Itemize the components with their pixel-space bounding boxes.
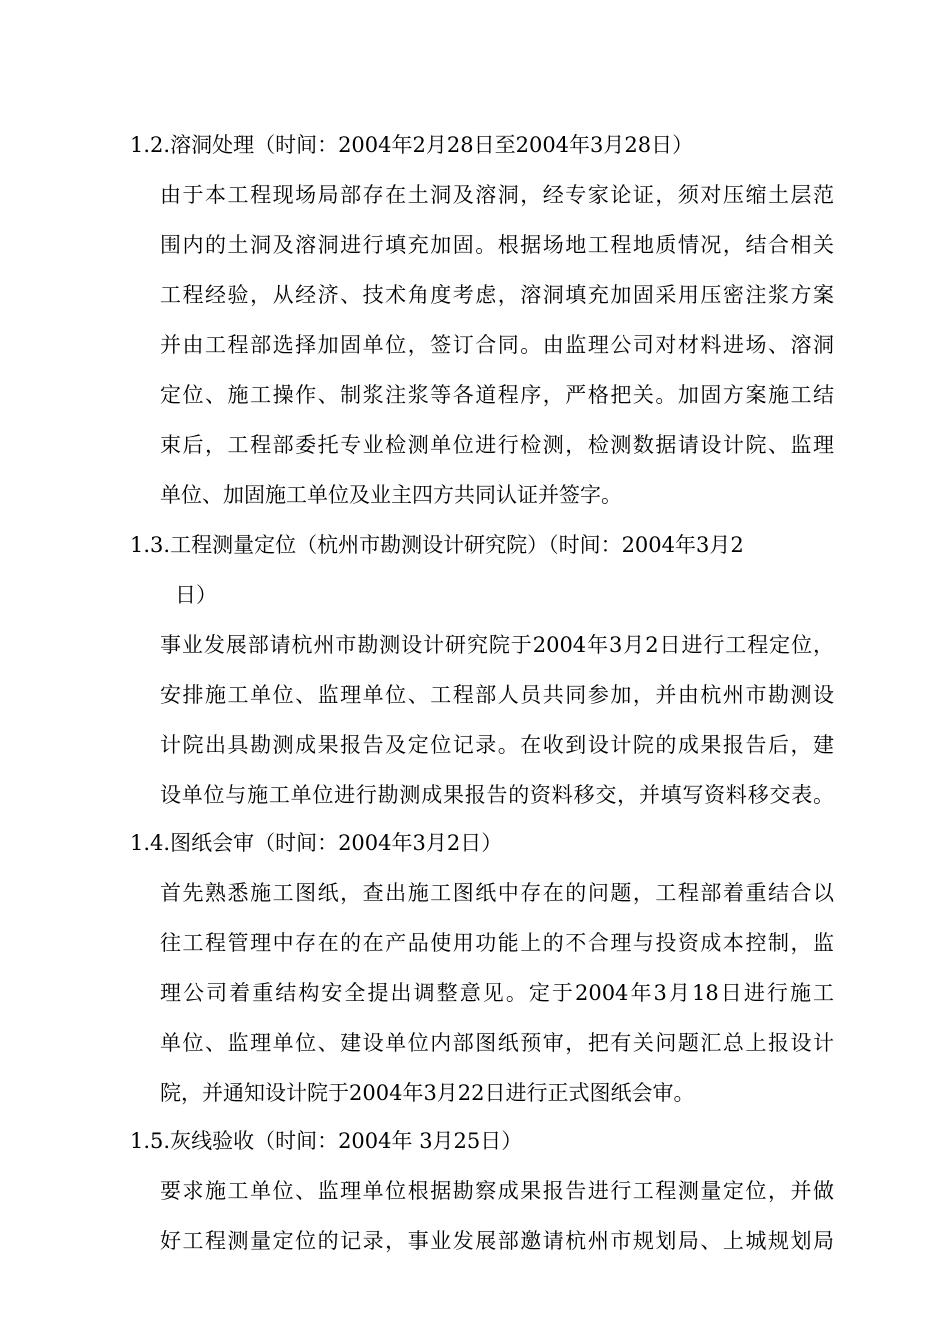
paragraph-line: 并由工程部选择加固单位，签订合同。由监理公司对材料进场、溶洞 (160, 333, 834, 357)
paragraph-line: 围内的土洞及溶洞进行填充加固。根据场地工程地质情况，结合相关 (160, 233, 834, 257)
paragraph-line: 安排施工单位、监理单位、工程部人员共同参加，并由杭州市勘测设 (160, 683, 834, 707)
section-heading-1-3-continued: 日） (175, 583, 217, 607)
paragraph-line: 计院出具勘测成果报告及定位记录。在收到设计院的成果报告后，建 (160, 733, 834, 757)
paragraph-line: 束后，工程部委托专业检测单位进行检测，检测数据请设计院、监理 (160, 433, 834, 457)
paragraph-line: 单位、监理单位、建设单位内部图纸预审，把有关问题汇总上报设计 (160, 1031, 834, 1055)
section-heading-1-3: 1.3.工程测量定位（杭州市勘测设计研究院）（时间：2004年3月2 (130, 533, 744, 557)
section-heading-1-5: 1.5.灰线验收（时间：2004年 3月25日） (130, 1129, 523, 1153)
paragraph-line: 定位、施工操作、制浆注浆等各道程序，严格把关。加固方案施工结 (160, 383, 834, 407)
paragraph-line: 理公司着重结构安全提出调整意见。定于2004年3月18日进行施工 (160, 981, 834, 1005)
section-heading-1-2: 1.2.溶洞处理（时间：2004年2月28日至2004年3月28日） (130, 133, 694, 157)
paragraph-line: 好工程测量定位的记录，事业发展部邀请杭州市规划局、上城规划局 (160, 1229, 834, 1253)
paragraph-line: 首先熟悉施工图纸，查出施工图纸中存在的问题，工程部着重结合以 (160, 881, 834, 905)
paragraph-line: 工程经验，从经济、技术角度考虑，溶洞填充加固采用压密注浆方案 (160, 283, 834, 307)
paragraph-line: 往工程管理中存在的在产品使用功能上的不合理与投资成本控制，监 (160, 931, 834, 955)
paragraph-line: 单位、加固施工单位及业主四方共同认证并签字。 (160, 483, 622, 507)
paragraph-line: 要求施工单位、监理单位根据勘察成果报告进行工程测量定位，并做 (160, 1179, 834, 1203)
paragraph-line: 由于本工程现场局部存在土洞及溶洞，经专家论证，须对压缩土层范 (160, 183, 834, 207)
paragraph-line: 事业发展部请杭州市勘测设计研究院于2004年3月2日进行工程定位， (160, 633, 834, 657)
paragraph-line: 设单位与施工单位进行勘测成果报告的资料移交，并填写资料移交表。 (160, 783, 834, 807)
paragraph-line: 院，并通知设计院于2004年3月22日进行正式图纸会审。 (160, 1081, 695, 1105)
section-heading-1-4: 1.4.图纸会审（时间：2004年3月2日） (130, 831, 503, 855)
